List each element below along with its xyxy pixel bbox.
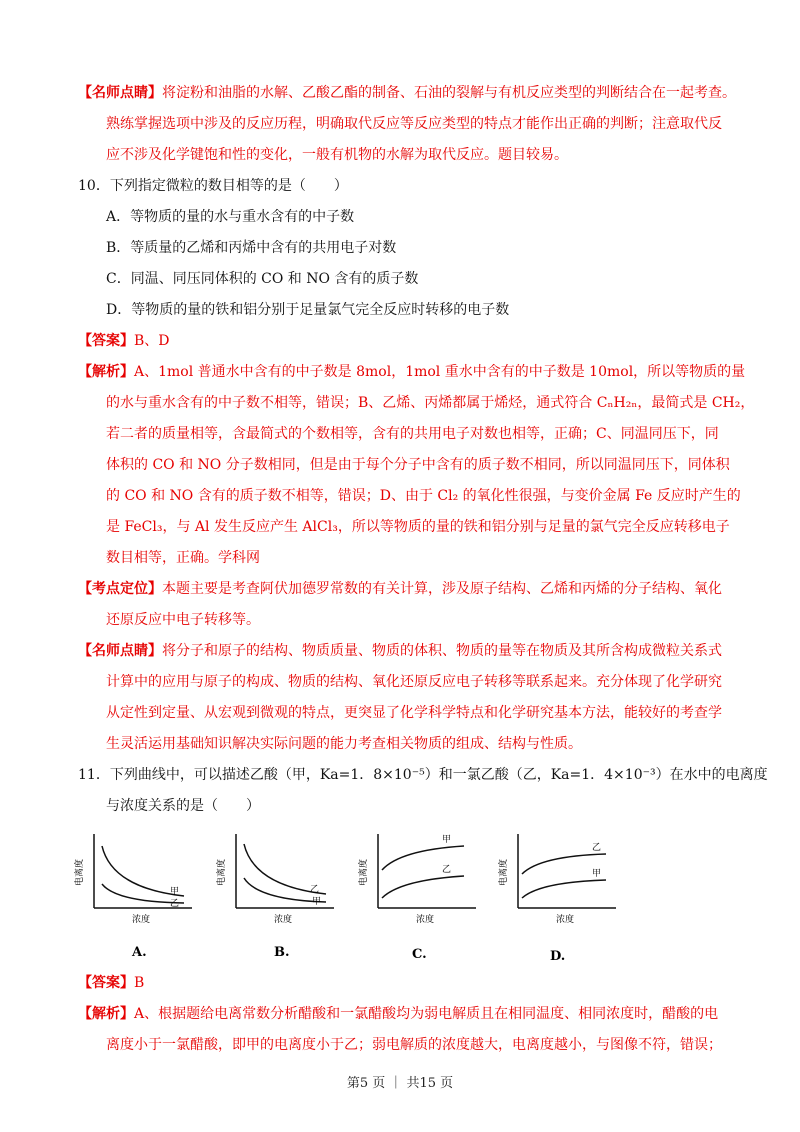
point-line: 还原反应中电子转移等。 <box>106 612 260 628</box>
graph-d-svg <box>496 826 626 976</box>
y-axis-label: 电离度 <box>499 858 509 886</box>
tip-line: 将淀粉和油脂的水解、乙酸乙酯的制备、石油的裂解与有机反应类型的判断结合在一起考查。 <box>162 85 736 101</box>
analysis-line: 离度小于一氯醋酸，即甲的电离度小于乙；弱电解质的浓度越大，电离度越小，与图像不符，错误； <box>106 1037 722 1053</box>
tip-line: 生灵活运用基础知识解决实际问题的能力考查相关物质的组成、结构与性质。 <box>106 736 582 752</box>
graph-b-svg <box>214 826 344 976</box>
option-a: A．等物质的量的水与重水含有的中子数 <box>106 209 355 225</box>
tip-tag: 【名师点睛】 <box>78 643 162 659</box>
x-axis-label: 浓度 <box>132 915 151 925</box>
analysis-line: A、根据题给电离常数分析醋酸和一氯醋酸均为弱电解质且在相同温度、相同浓度时，醋酸的电 <box>134 1006 719 1022</box>
curve-lower <box>522 880 606 898</box>
tip-line: 将分子和原子的结构、物质质量、物质的体积、物质的量等在物质及其所含构成微粒关系式 <box>162 643 722 659</box>
option-c: C．同温、同压同体积的 CO 和 NO 含有的质子数 <box>106 271 419 287</box>
answer-tag: 【答案】 <box>78 975 134 991</box>
question-stem: 11．下列曲线中，可以描述乙酸（甲，Ka=1．8×10⁻⁵）和一氯乙酸（乙，Ka=1．4×10⁻³）在水中的电离度 <box>78 767 768 783</box>
curve-label-1: 乙 <box>592 843 602 853</box>
curve-label-2: 甲 <box>592 869 602 879</box>
graph-b <box>214 826 344 976</box>
answer-value: B <box>134 975 145 991</box>
curve-label-2: 乙 <box>442 865 452 875</box>
x-axis-label: 浓度 <box>274 915 293 925</box>
answer-value: B、D <box>134 333 170 349</box>
option-b: B．等质量的乙烯和丙烯中含有的共用电子对数 <box>106 240 397 256</box>
question-stem-2: 与浓度关系的是（ ） <box>106 798 260 814</box>
question-stem: 10．下列指定微粒的数目相等的是（ ） <box>78 178 348 194</box>
graph-letter: A. <box>132 945 147 960</box>
graph-a <box>72 826 202 976</box>
graph-c <box>356 826 486 976</box>
analysis-line: 的水与重水含有的中子数不相等，错误；B、乙烯、丙烯都属于烯烃，通式符合 CₙH₂ₙ，最简式是 CH₂， <box>106 395 755 411</box>
analysis-line: 是 FeCl₃，与 Al 发生反应产生 AlCl₃，所以等物质的量的铁和铝分别与足量的氯气完全反应转移电子 <box>106 519 730 535</box>
curve-lower <box>382 876 464 898</box>
analysis-line: 体积的 CO 和 NO 分子数相同，但是由于每个分子中含有的质子数不相同，所以同温同压下，同体积 <box>106 457 730 473</box>
curve-label-1: 甲 <box>442 835 452 845</box>
y-axis-label: 电离度 <box>359 858 369 886</box>
curve-label-2: 甲 <box>312 897 322 907</box>
graph-d <box>496 826 626 976</box>
x-axis-label: 浓度 <box>556 915 575 925</box>
curve-label-1: 乙 <box>310 885 320 895</box>
question-11 <box>78 760 778 822</box>
answer-tag: 【答案】 <box>78 333 134 349</box>
graph-letter: B. <box>274 945 290 960</box>
point-line: 本题主要是考查阿伏加德罗常数的有关计算，涉及原子结构、乙烯和丙烯的分子结构、氧化 <box>162 581 722 597</box>
curve-label-1: 甲 <box>170 887 180 897</box>
graph-options <box>72 826 632 976</box>
x-axis-label: 浓度 <box>416 915 435 925</box>
tip-line: 计算中的应用与原子的构成、物质的结构、氧化还原反应电子转移等联系起来。充分体现了化学研究 <box>106 674 722 690</box>
question-11-answer <box>78 968 778 1061</box>
tip-line: 应不涉及化学键饱和性的变化，一般有机物的水解为取代反应。题目较易。 <box>106 147 568 163</box>
analysis-tag: 【解析】 <box>78 1006 134 1022</box>
graph-letter: D. <box>550 949 566 964</box>
analysis-tag: 【解析】 <box>78 364 134 380</box>
graph-letter: C. <box>412 947 427 962</box>
tip-block-1 <box>78 78 768 171</box>
page-footer: 第5 页 ｜ 共15 页 <box>346 1076 454 1091</box>
analysis-line: 的 CO 和 NO 含有的质子数不相等，错误；D、由于 Cl₂ 的氧化性很强，与变价金属 Fe 反应时产生的 <box>106 488 741 504</box>
analysis-line: 若二者的质量相等，含最简式的个数相等，含有的共用电子对数也相等，正确；C、同温同压下，同 <box>106 426 719 442</box>
question-10 <box>78 171 768 760</box>
graph-a-svg <box>72 826 202 976</box>
curve-label-2: 乙 <box>170 899 180 909</box>
tip-line: 熟练掌握选项中涉及的反应历程，明确取代反应等反应类型的特点才能作出正确的判断；注意取代反 <box>106 116 722 132</box>
tip-line: 从定性到定量、从宏观到微观的特点，更突显了化学科学特点和化学研究基本方法，能较好的考查学 <box>106 705 722 721</box>
y-axis-label: 电离度 <box>217 858 227 886</box>
point-tag: 【考点定位】 <box>78 581 162 597</box>
analysis-line: 数目相等，正确。学科网 <box>106 550 260 566</box>
option-d: D．等物质的量的铁和铝分别于足量氯气完全反应时转移的电子数 <box>106 302 510 318</box>
graph-c-svg <box>356 826 486 976</box>
analysis-line: A、1mol 普通水中含有的中子数是 8mol，1mol 重水中含有的中子数是 10mol，所以等物质的量 <box>134 364 746 380</box>
tip-tag: 【名师点睛】 <box>78 85 162 101</box>
y-axis-label: 电离度 <box>75 858 85 886</box>
curve-upper <box>382 846 464 870</box>
